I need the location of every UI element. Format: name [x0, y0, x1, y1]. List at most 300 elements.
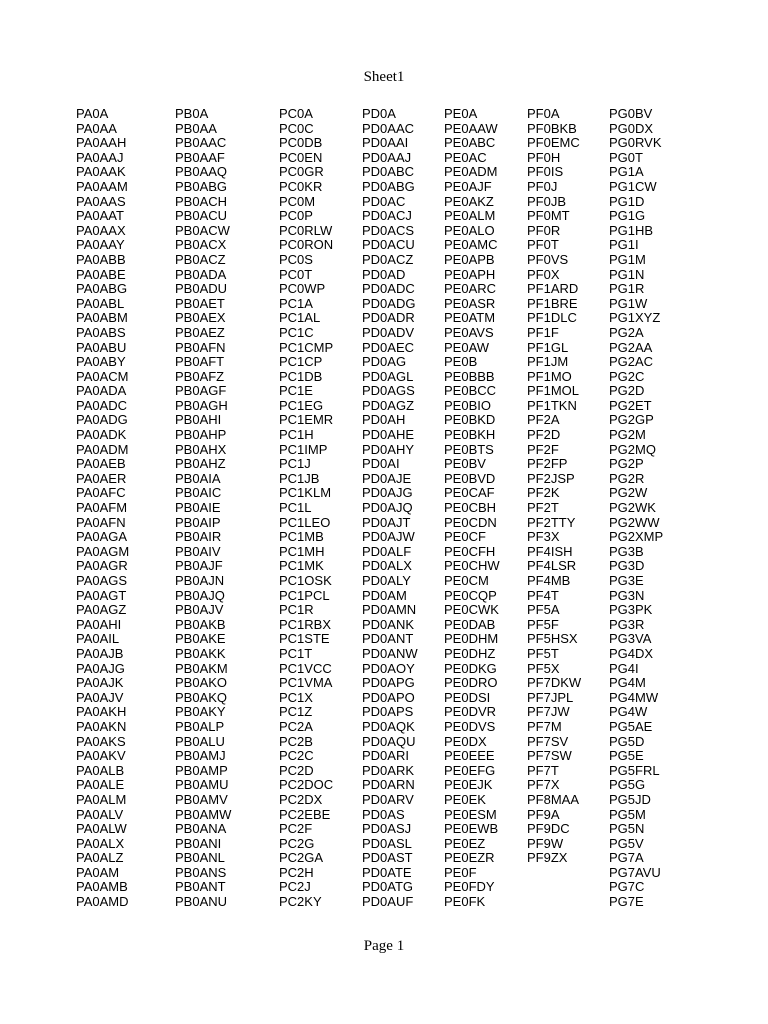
table-cell: PB0AGH [175, 397, 228, 413]
table-cell: PD0ARI [362, 748, 409, 764]
table-cell: PD0ASJ [362, 821, 412, 837]
table-cell: PE0AVS [444, 324, 494, 340]
table-cell: PD0AJG [362, 485, 413, 501]
table-cell: PF5A [527, 602, 560, 618]
table-cell: PA0AER [76, 470, 127, 486]
table-cell: PE0BKD [444, 412, 496, 428]
table-cell: PC1VMA [279, 675, 333, 691]
table-cell: PF2T [527, 500, 559, 516]
table-cell: PD0ACU [362, 237, 415, 253]
table-cell: PF9ZX [527, 850, 568, 866]
table-cell: PE0BV [444, 456, 486, 472]
table-cell: PB0AJQ [175, 587, 225, 603]
table-cell: PD0ACZ [362, 251, 414, 267]
table-cell: PE0EWB [444, 821, 499, 837]
table-cell: PD0AAI [362, 135, 409, 151]
table-cell: PC1PCL [279, 587, 330, 603]
table-cell: PB0AKE [175, 631, 226, 647]
table-cell: PA0AGT [76, 587, 127, 603]
table-cell: PD0AH [362, 412, 406, 428]
table-cell: PG5FRL [609, 762, 660, 778]
table-cell: PE0APH [444, 266, 496, 282]
table-cell: PC1JB [279, 470, 320, 486]
table-cell: PA0ADM [76, 441, 129, 457]
table-cell: PE0AKZ [444, 193, 494, 209]
table-cell: PB0AIE [175, 500, 221, 516]
table-cell: PD0ACJ [362, 208, 412, 224]
table-cell: PD0ADC [362, 281, 415, 297]
table-cell: PB0AHX [175, 441, 227, 457]
table-cell: PB0AJV [175, 602, 224, 618]
table-cell: PC1T [279, 645, 313, 661]
table-cell: PC1A [279, 295, 313, 311]
table-cell: PA0AJK [76, 675, 124, 691]
table-cell: PG4MW [609, 689, 659, 705]
table-cell: PD0AQK [362, 718, 415, 734]
table-cell: PA0AGA [76, 529, 128, 545]
table-cell: PA0AJB [76, 645, 124, 661]
table-cell: PF0R [527, 222, 561, 238]
table-cell: PG3N [609, 587, 645, 603]
table-cell: PA0AKH [76, 704, 127, 720]
table-cell: PA0ABY [76, 354, 126, 370]
table-cell: PD0ADG [362, 295, 416, 311]
table-cell: PE0F [444, 864, 477, 880]
table-cell: PA0ALV [76, 806, 124, 822]
table-cell: PG0RVK [609, 135, 662, 151]
table-cell: PC1J [279, 456, 311, 472]
table-cell: PC2C [279, 748, 314, 764]
table-cell: PF0BKB [527, 120, 577, 136]
table-cell: PG5AE [609, 718, 653, 734]
table-cell: PD0AJW [362, 529, 415, 545]
table-cell: PB0ANU [175, 894, 228, 910]
table-cell: PB0ANL [175, 850, 225, 866]
table-cell: PA0AJV [76, 689, 124, 705]
table-cell: PC0C [279, 120, 314, 136]
table-cell: PD0ATG [362, 879, 414, 895]
table-cell: PB0AIA [175, 470, 221, 486]
table-cell: PB0ABG [175, 178, 228, 194]
table-cell: PD0AOY [362, 660, 415, 676]
table-cell: PC0GR [279, 164, 324, 180]
table-cell: PC0RON [279, 237, 334, 253]
table-cell: PA0AA [76, 120, 117, 136]
table-cell: PA0ADG [76, 412, 128, 428]
table-cell: PC2F [279, 821, 313, 837]
table-cell: PF0IS [527, 164, 564, 180]
page-number: Page 1 [363, 938, 405, 954]
table-cell: PE0BIO [444, 397, 491, 413]
table-cell: PC2B [279, 733, 313, 749]
table-cell: PC2H [279, 864, 314, 880]
table-cell: PF0MT [527, 208, 570, 224]
table-cell: PF9A [527, 806, 560, 822]
column-pf [527, 107, 581, 910]
table-cell: PA0ABS [76, 324, 126, 340]
table-cell: PE0EZR [444, 850, 495, 866]
table-cell: PD0AAC [362, 120, 415, 136]
table-cell: PE0DSI [444, 689, 491, 705]
table-cell: PC1H [279, 427, 314, 443]
table-cell: PG7AVU [609, 864, 661, 880]
table-cell: PE0EEE [444, 748, 495, 764]
table-cell: PD0ADR [362, 310, 415, 326]
table-cell: PA0ACM [76, 368, 129, 384]
table-cell: PE0CBH [444, 500, 497, 516]
table-cell: PA0ALM [76, 791, 127, 807]
table-cell: PA0ADK [76, 427, 127, 443]
table-cell: PB0AHP [175, 427, 227, 443]
table-cell: PC1CMP [279, 339, 334, 355]
table-cell: PE0CWK [444, 602, 499, 618]
table-cell: PD0APO [362, 689, 415, 705]
table-cell: PE0AJF [444, 178, 492, 194]
table-cell: PC2GA [279, 850, 324, 866]
table-cell: PE0APB [444, 251, 495, 267]
table-cell: PA0AGZ [76, 602, 127, 618]
column-pe [444, 107, 500, 910]
table-cell: PF0JB [527, 193, 567, 209]
table-cell: PA0ADA [76, 383, 127, 399]
table-cell: PG2XMP [609, 529, 664, 545]
table-cell: PB0ALP [175, 718, 225, 734]
table-cell: PD0AI [362, 456, 400, 472]
table-cell: PE0ASR [444, 295, 496, 311]
table-cell: PD0ABG [362, 178, 415, 194]
table-cell: PA0A [76, 106, 109, 121]
column-pa [76, 107, 129, 910]
table-cell: PB0AMW [175, 806, 232, 822]
table-cell: PC0P [279, 208, 313, 224]
column-pc [279, 107, 333, 910]
table-cell: PD0ANK [362, 616, 415, 632]
table-cell: PD0AQU [362, 733, 416, 749]
table-cell: PC1DB [279, 368, 323, 384]
table-cell: PD0AAJ [362, 149, 412, 165]
table-cell: PG3D [609, 558, 645, 574]
table-cell: PC2DOC [279, 777, 334, 793]
table-cell: PE0AMC [444, 237, 498, 253]
table-cell: PB0AKK [175, 645, 226, 661]
table-cell: PC1EG [279, 397, 324, 413]
table-cell: PE0DVS [444, 718, 496, 734]
table-cell: PC1LEO [279, 514, 331, 530]
table-cell: PE0ALM [444, 208, 496, 224]
table-cell: PG1I [609, 237, 639, 253]
table-cell: PG2GP [609, 412, 654, 428]
table-cell: PE0EZ [444, 835, 486, 851]
table-cell: PG1XYZ [609, 310, 661, 326]
table-cell: PG4W [609, 704, 648, 720]
table-cell: PB0ANI [175, 835, 222, 851]
table-cell: PA0AGR [76, 558, 128, 574]
table-cell: PC2KY [279, 894, 322, 910]
table-cell: PA0AKN [76, 718, 127, 734]
table-cell: PC2EBE [279, 806, 331, 822]
table-cell: PF8MAA [527, 791, 580, 807]
table-cell: PA0AKS [76, 733, 126, 749]
table-cell: PG0BV [609, 106, 653, 121]
table-cell [527, 880, 581, 895]
table-cell: PB0A [175, 106, 209, 121]
table-cell: PG1D [609, 193, 645, 209]
table-cell: PB0AET [175, 295, 225, 311]
table-cell: PA0AEB [76, 456, 126, 472]
table-cell: PG5N [609, 821, 645, 837]
table-cell: PF0A [527, 106, 560, 121]
table-cell: PC1R [279, 602, 314, 618]
table-cell: PG5G [609, 777, 646, 793]
table-cell: PB0AGF [175, 383, 227, 399]
table-cell: PC1MH [279, 543, 325, 559]
table-cell: PG7C [609, 879, 645, 895]
table-cell: PD0APG [362, 675, 415, 691]
table-cell: PF4MB [527, 573, 571, 588]
table-cell: PD0AHE [362, 427, 415, 443]
table-cell: PC2A [279, 718, 313, 734]
table-cell: PE0DX [444, 733, 487, 749]
table-cell: PF1F [527, 324, 559, 340]
table-cell: PE0CFH [444, 543, 496, 559]
table-cell: PF9W [527, 835, 564, 851]
table-cell: PE0BCC [444, 383, 497, 399]
table-cell: PG4I [609, 660, 639, 676]
table-cell: PF1DLC [527, 310, 577, 326]
table-cell: PC0RLW [279, 222, 333, 238]
table-cell: PB0ANS [175, 864, 227, 880]
table-cell: PB0AJN [175, 573, 225, 588]
table-cell: PC2D [279, 762, 314, 778]
table-cell: PD0AM [362, 587, 407, 603]
table-cell: PF2A [527, 412, 560, 428]
table-cell: PG2ET [609, 397, 652, 413]
table-cell: PC1E [279, 383, 313, 399]
table-cell: PD0ACS [362, 222, 415, 238]
table-cell: PG1M [609, 251, 646, 267]
table-cell: PB0AMU [175, 777, 229, 793]
table-cell: PF2K [527, 485, 560, 501]
table-cell: PC0A [279, 106, 313, 121]
table-cell: PA0ABG [76, 281, 128, 297]
table-cell: PF7M [527, 718, 562, 734]
table-cell: PA0AAJ [76, 149, 124, 165]
table-cell: PE0DVR [444, 704, 497, 720]
table-cell: PB0AEZ [175, 324, 225, 340]
table-cell: PF2F [527, 441, 559, 457]
table-cell: PF5F [527, 616, 559, 632]
table-cell: PA0ABM [76, 310, 128, 326]
table-cell: PA0ALW [76, 821, 127, 837]
table-cell: PB0AKQ [175, 689, 228, 705]
table-cell: PE0B [444, 354, 478, 370]
table-cell: PC1EMR [279, 412, 334, 428]
table-cell: PE0DAB [444, 616, 496, 632]
table-cell: PB0AKY [175, 704, 226, 720]
table-cell: PD0AMN [362, 602, 417, 618]
table-cell: PG0T [609, 149, 643, 165]
table-cell: PA0ALX [76, 835, 125, 851]
table-cell: PA0AAY [76, 237, 125, 253]
table-cell: PC1IMP [279, 441, 328, 457]
table-cell: PF1JM [527, 354, 569, 370]
table-cell: PG5JD [609, 791, 651, 807]
table-cell: PG5V [609, 835, 644, 851]
table-cell: PG2C [609, 368, 645, 384]
table-cell: PB0AKB [175, 616, 226, 632]
table-cell: PB0AA [175, 120, 217, 136]
table-cell: PB0ADA [175, 266, 227, 282]
table-cell: PA0AMD [76, 894, 129, 910]
table-cell: PG2R [609, 470, 645, 486]
table-cell: PA0AIL [76, 631, 120, 647]
table-cell: PF1MOL [527, 383, 580, 399]
table-cell: PE0A [444, 106, 478, 121]
table-cell: PE0ALO [444, 222, 495, 238]
table-cell: PD0ALX [362, 558, 412, 574]
table-cell: PF7DKW [527, 675, 582, 691]
table-cell: PE0CDN [444, 514, 497, 530]
table-cell: PD0AJE [362, 470, 412, 486]
table-cell: PF5HSX [527, 631, 578, 647]
table-cell: PB0AKO [175, 675, 228, 691]
table-cell: PB0ANA [175, 821, 227, 837]
table-cell: PD0ANT [362, 631, 414, 647]
table-cell: PC1KLM [279, 485, 332, 501]
table-cell: PC1OSK [279, 573, 332, 588]
table-cell: PE0CM [444, 573, 489, 588]
table-cell: PD0ATE [362, 864, 412, 880]
table-cell: PB0ACX [175, 237, 227, 253]
table-cell: PD0ANW [362, 645, 418, 661]
table-cell: PG7E [609, 894, 644, 910]
table-cell: PE0AC [444, 149, 487, 165]
table-cell: PA0AAT [76, 208, 124, 224]
table-cell: PB0AFT [175, 354, 225, 370]
table-cell: PG3E [609, 573, 644, 588]
table-cell: PF7JPL [527, 689, 574, 705]
table-cell: PD0ABC [362, 164, 415, 180]
table-cell: PG2MQ [609, 441, 656, 457]
table-cell: PC1RBX [279, 616, 332, 632]
table-cell: PE0DRO [444, 675, 498, 691]
table-cell: PA0AJG [76, 660, 125, 676]
table-cell: PB0AAQ [175, 164, 228, 180]
table-cell: PA0AAX [76, 222, 126, 238]
table-cell: PC1AL [279, 310, 321, 326]
table-cell: PG2WW [609, 514, 660, 530]
table-cell: PG2D [609, 383, 645, 399]
table-cell: PB0AFZ [175, 368, 225, 384]
table-cell: PG1A [609, 164, 644, 180]
table-cell: PA0ABE [76, 266, 126, 282]
table-cell: PC1MB [279, 529, 324, 545]
table-cell: PD0AS [362, 806, 405, 822]
table-cell: PF0J [527, 178, 558, 194]
table-cell: PD0ARK [362, 762, 415, 778]
table-cell: PA0AMB [76, 879, 128, 895]
table-cell: PE0DKG [444, 660, 497, 676]
table-cell: PB0AHI [175, 412, 222, 428]
table-cell: PB0AMP [175, 762, 228, 778]
table-cell: PD0AJT [362, 514, 411, 530]
table-cell: PG1N [609, 266, 645, 282]
table-cell: PE0CAF [444, 485, 495, 501]
table-cell: PC1X [279, 689, 313, 705]
table-cell: PF2TTY [527, 514, 576, 530]
column-pg [609, 107, 663, 910]
table-cell: PC0KR [279, 178, 323, 194]
table-cell: PD0ARN [362, 777, 415, 793]
table-cell: PE0DHZ [444, 645, 496, 661]
table-cell: PF4T [527, 587, 559, 603]
table-cell: PG3VA [609, 631, 652, 647]
table-cell: PF0H [527, 149, 561, 165]
table-cell: PB0AKM [175, 660, 228, 676]
table-cell: PC1CP [279, 354, 323, 370]
table-cell: PD0AGZ [362, 397, 415, 413]
table-cell: PD0ARV [362, 791, 414, 807]
table-cell: PB0AIV [175, 543, 221, 559]
table-cell: PF2JSP [527, 470, 575, 486]
table-cell: PD0AGS [362, 383, 415, 399]
table-cell: PD0AHY [362, 441, 415, 457]
table-cell: PE0ADM [444, 164, 498, 180]
table-cell: PA0ABU [76, 339, 127, 355]
table-cell: PB0AMJ [175, 748, 226, 764]
column-pd [362, 107, 418, 910]
table-cell: PA0ALB [76, 762, 125, 778]
table-cell: PC1MK [279, 558, 324, 574]
table-cell: PC2J [279, 879, 311, 895]
table-cell: PD0ADV [362, 324, 415, 340]
table-cell: PF1GL [527, 339, 569, 355]
table-cell: PD0AUF [362, 894, 414, 910]
table-cell: PE0ATM [444, 310, 496, 326]
table-cell: PA0ABL [76, 295, 125, 311]
table-cell: PA0ADC [76, 397, 128, 413]
table-cell: PG2M [609, 427, 646, 443]
table-cell: PE0BKH [444, 427, 496, 443]
table-cell: PB0ACH [175, 193, 228, 209]
table-cell: PG1R [609, 281, 645, 297]
table-cell: PG2AC [609, 354, 654, 370]
table-cell: PC2G [279, 835, 315, 851]
table-cell: PF7X [527, 777, 560, 793]
table-cell: PG1G [609, 208, 646, 224]
table-cell: PA0ABB [76, 251, 126, 267]
table-cell [527, 866, 581, 881]
table-cell: PC0WP [279, 281, 326, 297]
table-cell: PD0AC [362, 193, 406, 209]
table-cell: PD0ASL [362, 835, 412, 851]
table-cell: PG4DX [609, 645, 654, 661]
table-cell: PA0AFM [76, 500, 128, 516]
table-cell: PG2P [609, 456, 644, 472]
table-cell: PG3PK [609, 602, 653, 618]
table-cell: PD0ALY [362, 573, 411, 588]
table-cell: PD0AD [362, 266, 406, 282]
table-cell: PC1STE [279, 631, 330, 647]
table-cell: PB0AAF [175, 149, 225, 165]
table-cell: PB0ALU [175, 733, 225, 749]
table-cell: PA0ALZ [76, 850, 124, 866]
table-cell: PC0DB [279, 135, 323, 151]
table-cell: PE0CF [444, 529, 486, 545]
table-cell: PC1C [279, 324, 314, 340]
table-cell [527, 895, 581, 910]
table-cell: PD0APS [362, 704, 414, 720]
